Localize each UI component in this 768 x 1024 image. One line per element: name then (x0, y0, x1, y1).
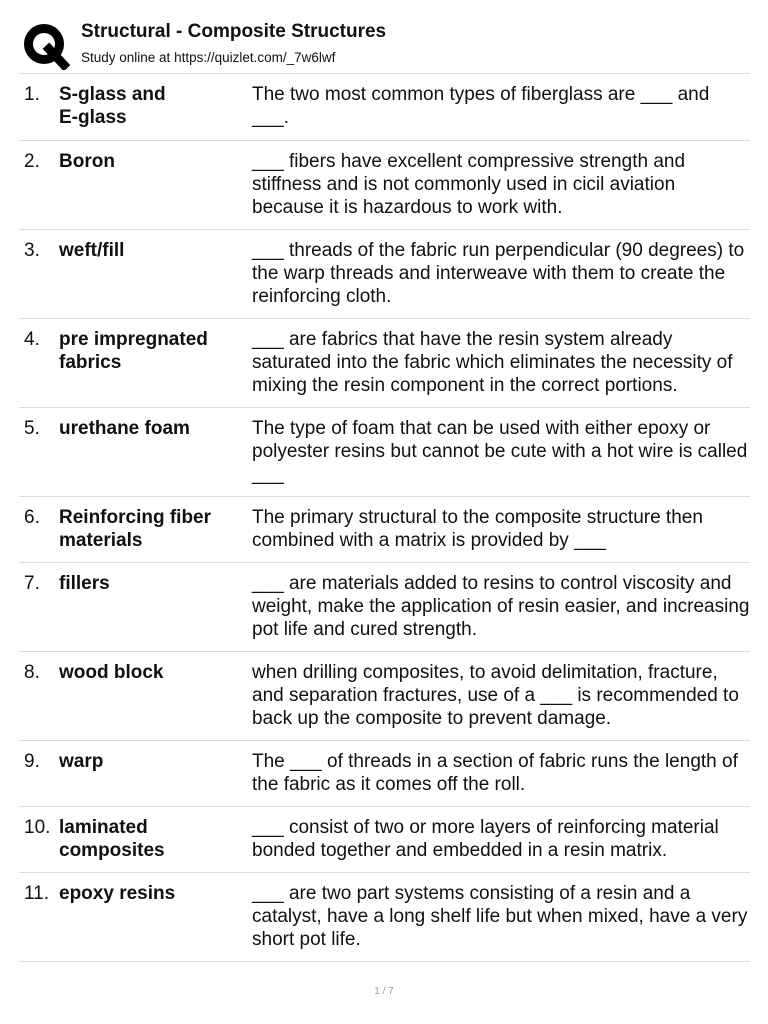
card-definition: ___ are two part systems consisting of a resin and a catalyst, have a long shelf life but when mixed, have a very short pot life. (252, 883, 748, 950)
card-number: 4. (24, 329, 40, 350)
card-row (19, 230, 750, 319)
card-number: 8. (24, 662, 40, 683)
card-number: 6. (24, 507, 40, 528)
card-definition: The primary structural to the composite structure then combined with a matrix is provided by ___ (252, 507, 703, 551)
card-definition: ___ fibers have excellent compressive strength and stiffness and is not commonly used in cicil aviation because it is hazardous to work with. (252, 151, 686, 218)
card-term: pre impregnated fabrics (59, 329, 208, 373)
card-number: 3. (24, 240, 40, 261)
card-term: urethane foam (59, 418, 190, 439)
card-number: 9. (24, 751, 40, 772)
card-row (19, 319, 750, 408)
card-term: laminated composites (59, 817, 165, 861)
card-row (19, 741, 750, 807)
card-number: 2. (24, 151, 40, 172)
card-definition: when drilling composites, to avoid delimitation, fracture, and separation fractures, use of a ___ is recommended to back up the composite to prevent damage. (252, 662, 739, 729)
card-number: 7. (24, 573, 40, 594)
card-row (19, 141, 750, 230)
card-row (19, 563, 750, 652)
page-header (0, 0, 768, 74)
card-term: Boron (59, 151, 115, 172)
card-term: S-glass and E-glass (59, 84, 166, 128)
card-number: 1. (24, 84, 40, 105)
card-definition: ___ threads of the fabric run perpendicular (90 degrees) to the warp threads and interweave with them to create the reinforcing cloth. (252, 240, 745, 307)
card-number: 10. (24, 817, 51, 838)
card-row (19, 74, 750, 141)
study-link-text: Study online at https://quizlet.com/_7w6lwf (81, 50, 336, 65)
card-row (19, 652, 750, 741)
flashcard-list (19, 73, 750, 962)
card-term: fillers (59, 573, 110, 594)
card-definition: The type of foam that can be used with either epoxy or polyester resins but cannot be cute with a hot wire is called ___ (252, 418, 748, 485)
card-row (19, 408, 750, 497)
card-row (19, 497, 750, 563)
page-number: 1 / 7 (374, 986, 394, 997)
card-definition: ___ consist of two or more layers of reinforcing material bonded together and embedded in a resin matrix. (252, 817, 719, 861)
card-term: epoxy resins (59, 883, 176, 904)
card-term: weft/fill (59, 240, 125, 261)
card-number: 5. (24, 418, 40, 439)
card-term: Reinforcing fiber materials (59, 507, 212, 551)
quizlet-logo-icon (20, 20, 70, 70)
card-definition: ___ are fabrics that have the resin system already saturated into the fabric which eliminates the necessity of mixing the resin component in the correct portions. (252, 329, 733, 396)
card-term: wood block (59, 662, 164, 683)
card-number: 11. (24, 883, 50, 904)
card-definition: ___ are materials added to resins to control viscosity and weight, make the application of resin easier, and increasing pot life and cured strength. (252, 573, 750, 640)
card-row (19, 807, 750, 873)
page-title: Structural - Composite Structures (81, 21, 387, 42)
card-definition: The two most common types of fiberglass are ___ and ___. (252, 84, 710, 128)
card-row (19, 873, 750, 962)
card-term: warp (59, 751, 104, 772)
card-definition: The ___ of threads in a section of fabric runs the length of the fabric as it comes off the roll. (252, 751, 738, 795)
